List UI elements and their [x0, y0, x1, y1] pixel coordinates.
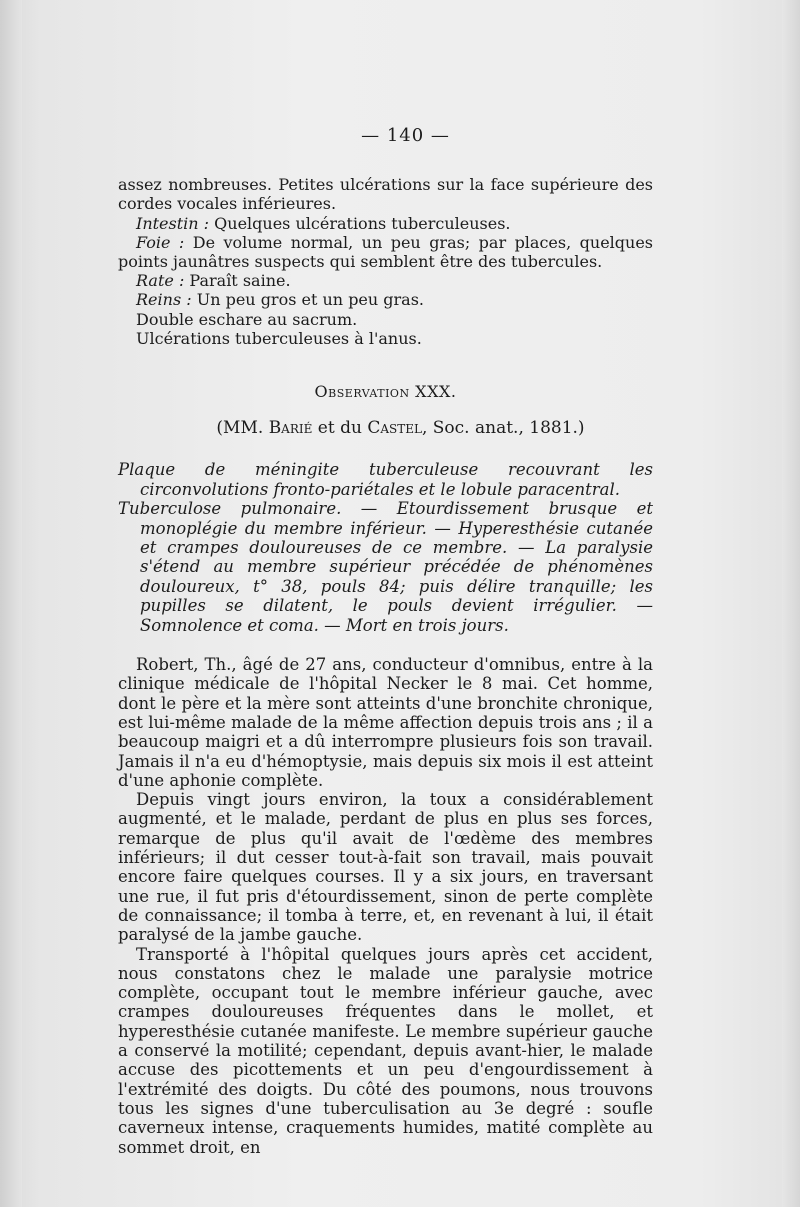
reins-finding — [118, 290, 653, 309]
reference-close: , Soc. anat., 1881.) — [421, 418, 585, 439]
foie-label: Foie : — [136, 232, 185, 252]
reference-mid: et du — [312, 418, 368, 439]
eschare-finding: Double eschare au sacrum. — [136, 309, 358, 329]
body-paragraph-1: Robert, Th., âgé de 27 ans, conducteur d'omnibus, entre à la clinique médicale de l'hôpital Necker le 8 mai. Cet homme, dont le père et la mère sont atteints d'une bronchite chronique, est lui-même malade de la même affection depuis trois ans ; il a beaucoup maigri et a dû interrompre plusieurs fois son travail. Jamais il n'a eu d'hémoptysie, mais depuis six mois il est atteint d'une aphonie complète. — [118, 655, 653, 790]
text-block — [118, 126, 653, 1157]
rate-label: Rate : — [136, 271, 185, 291]
observation-word: Observation — [314, 382, 410, 402]
reins-label: Reins : — [136, 290, 192, 310]
autopsy-findings — [118, 175, 653, 348]
observation-reference — [118, 419, 653, 438]
rate-text: Paraît saine. — [184, 271, 291, 291]
reins-text: Un peu gros et un peu gras. — [191, 290, 425, 310]
observation-title — [118, 382, 653, 401]
foie-text: De volume normal, un peu gras; par places, quelques points jaunâtres suspects qui semblent être des tubercules. — [118, 232, 654, 272]
reference-open: (MM. — [216, 418, 269, 439]
summary-paragraph-1: Plaque de méningite tuberculeuse recouvrant les circonvolutions fronto-pariétales et le lobule paracentral. — [118, 460, 653, 499]
ulcerations-finding: Ulcérations tuberculeuses à l'anus. — [136, 328, 422, 348]
author-barie: Barié — [268, 418, 313, 439]
body-paragraph-2: Depuis vingt jours environ, la toux a considérablement augmenté, et le malade, perdant de plus en plus ses forces, remarque de plus qu'il avait de l'œdème des membres inférieurs; il dut cesser tout-à-fait son travail, mais pouvait encore faire quelques courses. Il y a six jours, en traversant une rue, il fut pris d'étourdissement, sinon de perte complète de connaissance; il tomba à terre, et, en revenant à lui, il était paralysé de la jambe gauche. — [118, 790, 653, 945]
intestin-finding — [118, 214, 653, 233]
intestin-text: Quelques ulcérations tuberculeuses. — [209, 213, 511, 233]
observation-number: XXX. — [415, 382, 457, 402]
case-summary — [118, 460, 653, 635]
summary-paragraph-2: Tuberculose pulmonaire. — Etourdissement brusque et monoplégie du membre inférieur. — Hyperesthésie cutanée et crampes douloureuses de ce membre. — La paralysie s'étend au membre supérieur précédée de phénomènes douloureux, t° 38, pouls 84; puis délire tranquille; les pupilles se dilatent, le pouls devient irrégulier. — Somnolence et coma. — Mort en trois jours. — [118, 499, 653, 635]
rate-finding — [118, 271, 653, 290]
body-paragraph-3: Transporté à l'hôpital quelques jours après cet accident, nous constatons chez le malade une paralysie motrice complète, occupant tout le membre inférieur gauche, avec crampes douloureuses fréquentes dans le mollet, et hyperesthésie cutanée manifeste. Le membre supérieur gauche a conservé la motilité; cependant, depuis avant-hier, le malade accuse des picottements et un peu d'engourdissement à l'extrémité des doigts. Du côté des poumons, nous trouvons tous les signes d'une tuberculisation au 3e degré : soufle caverneux intense, craquements humides, matité complète au sommet droit, en — [118, 944, 653, 1157]
page-number: — 140 — — [361, 125, 450, 146]
page-edge-right — [782, 0, 800, 1207]
case-narrative — [118, 655, 653, 1157]
intestin-label: Intestin : — [136, 213, 210, 233]
page-edge-left — [0, 0, 22, 1207]
author-castel: Castel — [367, 418, 422, 439]
larynx-finding: assez nombreuses. Petites ulcérations sur la face supérieure des cordes vocales inférieures. — [118, 175, 653, 214]
foie-finding — [118, 233, 653, 271]
